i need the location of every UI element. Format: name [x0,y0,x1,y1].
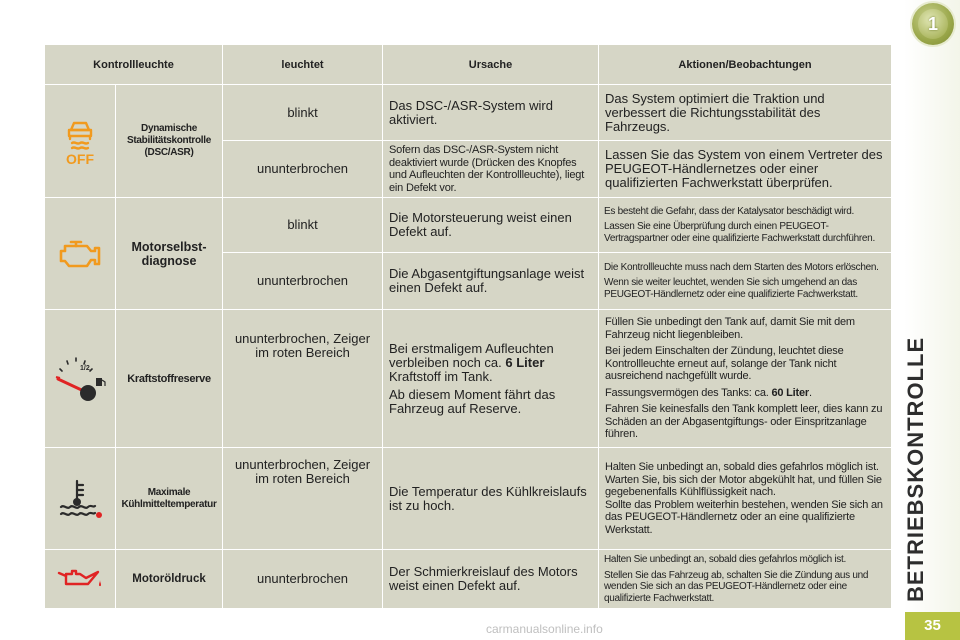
action-text: Wenn sie weiter leuchtet, wenden Sie sich umgehend an das PEUGEOT-Händlernetz oder eine qualifizierte Fachwerkstatt. [604,277,858,300]
svg-text:OFF: OFF [66,151,94,166]
action-text: Bei jedem Einschalten der Zündung, leuchtet diese Kontrollleuchte erneut auf, solange der Tank nicht ausreichend nachgefüllt wurde. [605,345,844,383]
action-cell [599,253,892,310]
engine-icon-cell [45,198,116,310]
warning-lights-table-wrap [44,44,891,607]
header-cause: Ursache [383,45,599,85]
header-lit: leuchtet [223,45,383,85]
page-number: 35 [905,612,960,640]
table-row [45,550,892,609]
fuel-icon-cell [45,310,116,448]
coolant-icon-cell [45,448,116,550]
cause-cell: Die Abgasentgiftungsanlage weist einen Defekt auf. [383,253,599,310]
cause-text: Bei erstmaligem Aufleuchten verbleiben noch ca. 6 Liter Kraftstoff im Tank. [389,340,554,384]
dsc-icon-cell [45,85,116,198]
action-text: Fahren Sie keinesfalls den Tank komplett leer, dies kann zu Schäden an der Abgasentgiftungs- oder Einspritzanlage führen. [605,403,883,441]
action-text: Lassen Sie eine Überprüfung durch einen PEUGEOT-Vertragspartner oder eine qualifizierte Fachwerkstatt durchführen. [604,221,875,244]
fuel-gauge-icon [52,353,108,405]
lit-cell: ununterbrochen [223,253,383,310]
action-cell [599,550,892,609]
action-text: Lassen Sie das System von einem Vertreter des PEUGEOT-Händlernetzes oder einer qualifizierten Fachwerkstatt überprüfen. [605,147,883,190]
action-cell [599,85,892,141]
action-text: Warten Sie, bis sich der Motor abgekühlt hat, und füllen Sie gegebenenfalls Kühlflüssigkeit nach. [605,473,882,498]
cause-cell: Die Temperatur des Kühlkreislaufs ist zu hoch. [383,448,599,550]
action-cell [599,310,892,448]
lit-cell: ununterbrochen, Zeiger im roten Bereich [223,448,383,550]
action-text: Sollte das Problem weiterhin bestehen, wenden Sie sich an das PEUGEOT-Händlernetz oder an eine qualifizierte Werkstatt. [605,498,883,536]
action-text: Die Kontrollleuchte muss nach dem Starten des Motors erlöschen. [604,261,879,273]
lit-cell: ununterbrochen [223,550,383,609]
cause-cell [383,310,599,448]
header-warning-light: Kontrollleuchte [45,45,223,85]
cause-cell: Sofern das DSC-/ASR-System nicht deaktiviert wurde (Drücken des Knopfes und Aufleuchten der Kontrollleuchte), liegt ein Defekt vor. [383,141,599,198]
header-actions: Aktionen/Beobachtungen [599,45,892,85]
table-row [45,310,892,448]
warning-name-fuel: Kraftstoffreserve [116,310,223,448]
table-row [45,198,892,253]
cause-cell: Die Motorsteuerung weist einen Defekt auf. [383,198,599,253]
oil-icon-cell [45,550,116,609]
chapter-badge [912,3,954,45]
engine-icon [57,238,103,270]
coolant-temperature-icon [55,477,105,521]
section-title [903,544,927,602]
lit-cell: blinkt [223,198,383,253]
action-text: Halten Sie unbedingt an, sobald dies gefahrlos möglich ist. [605,461,879,473]
action-cell [599,141,892,198]
lit-cell: blinkt [223,85,383,141]
action-text: Es besteht die Gefahr, dass der Katalysator beschädigt wird. [604,205,854,217]
action-cell [599,198,892,253]
table-row [45,448,892,550]
warning-name-dsc: Dynamische Stabilitätskontrolle (DSC/ASR) [116,85,223,198]
action-text: Fassungsvermögen des Tanks: ca. 60 Liter. [605,386,812,399]
lit-cell: ununterbrochen, Zeiger im roten Bereich [223,310,383,448]
action-text: Halten Sie unbedingt an, sobald dies gefahrlos möglich ist. [604,554,846,565]
action-text: Das System optimiert die Traktion und verbessert die Richtungsstabilität des Fahrzeugs. [605,90,825,134]
dsc-off-icon [60,116,100,166]
warning-name-coolant: Maximale Kühlmitteltemperatur [116,448,223,550]
action-text: Stellen Sie das Fahrzeug ab, schalten Sie die Zündung aus und wenden Sie sich an das PEUGEOT-Händlernetz oder eine qualifizierte Fachwerkstatt. [604,569,869,604]
cause-cell: Das DSC-/ASR-System wird aktiviert. [383,85,599,141]
action-text: Füllen Sie unbedingt den Tank auf, damit Sie mit dem Fahrzeug nicht liegenbleiben. [605,316,855,341]
warning-name-oil: Motoröldruck [116,550,223,609]
table-row [45,85,892,141]
svg-text:1/2: 1/2 [80,364,90,372]
oil-can-icon [56,566,104,592]
lit-cell: ununterbrochen [223,141,383,198]
warning-lights-table [44,44,892,609]
cause-cell: Der Schmierkreislauf des Motors weist einen Defekt auf. [383,550,599,609]
chapter-number: 1 [918,9,948,39]
action-cell [599,448,892,550]
cause-text: Ab diesem Moment fährt das Fahrzeug auf Reserve. [389,386,556,416]
watermark: carmanualsonline.info [486,622,603,636]
warning-name-engine: Motorselbst-diagnose [116,198,223,310]
table-header-row [45,45,892,85]
